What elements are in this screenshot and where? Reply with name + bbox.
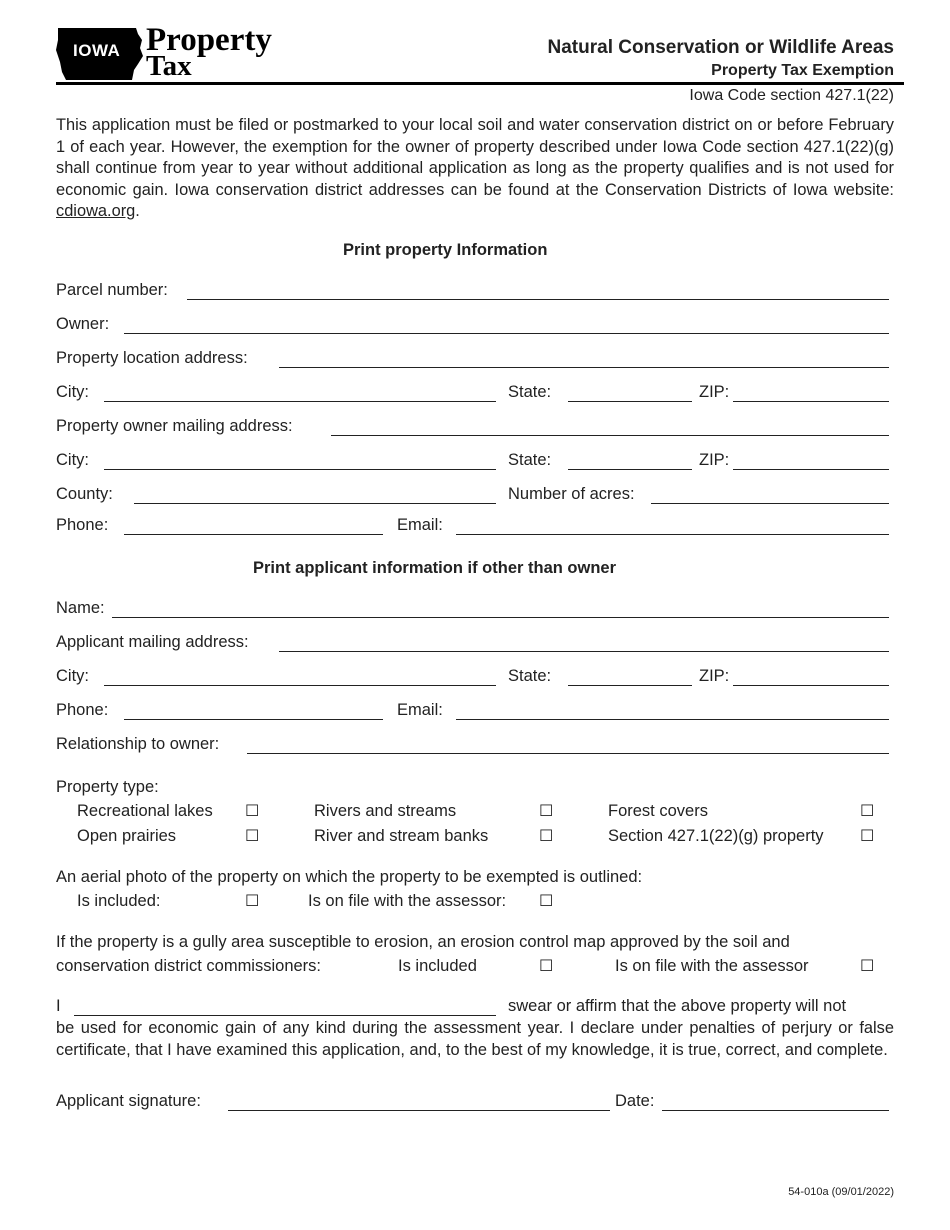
checkbox-river-stream-banks[interactable]: ☐ xyxy=(539,826,554,845)
checkbox-forest-covers[interactable]: ☐ xyxy=(860,801,875,820)
intro-paragraph xyxy=(56,115,894,223)
logo-property-text: Property xyxy=(146,22,272,58)
checkbox-open-prairies[interactable]: ☐ xyxy=(245,826,260,845)
signature-label: Applicant signature: xyxy=(56,1092,201,1110)
applicant-state-label: State: xyxy=(508,667,552,685)
affirmation-name-input-line[interactable] xyxy=(74,1015,496,1016)
form-id: 54-010a (09/01/2022) xyxy=(788,1186,894,1198)
gully-text-line2: conservation district commissioners: xyxy=(56,957,321,975)
header-divider xyxy=(56,82,904,85)
affirmation-text: be used for economic gain of any kind during the assessment year. I declare under penalties of perjury or false certificate, that I have examined this application, and, to the best of my knowledge, it is true, correct, and complete. xyxy=(56,1019,894,1059)
code-reference: Iowa Code section 427.1(22) xyxy=(689,87,894,104)
affirmation-tail: swear or affirm that the above property will not xyxy=(508,997,847,1015)
date-label: Date: xyxy=(615,1092,655,1110)
mailing-city-input-line[interactable] xyxy=(104,469,496,470)
option-open-prairies: Open prairies xyxy=(77,827,177,845)
acres-input-line[interactable] xyxy=(651,503,889,504)
option-river-stream-banks: River and stream banks xyxy=(314,827,489,845)
city-label: City: xyxy=(56,383,89,401)
mailing-zip-label: ZIP: xyxy=(699,451,730,469)
cdiowa-link[interactable]: cdiowa.org xyxy=(56,202,136,220)
property-section-heading: Print property Information xyxy=(343,241,548,259)
signature-input-line[interactable] xyxy=(228,1110,610,1111)
applicant-zip-label: ZIP: xyxy=(699,667,730,685)
checkbox-rivers-streams[interactable]: ☐ xyxy=(539,801,554,820)
applicant-city-label: City: xyxy=(56,667,89,685)
option-rivers-streams: Rivers and streams xyxy=(314,802,457,820)
applicant-email-input-line[interactable] xyxy=(456,719,889,720)
applicant-name-input-line[interactable] xyxy=(112,617,889,618)
parcel-label: Parcel number: xyxy=(56,281,168,299)
gully-included-label: Is included xyxy=(398,957,477,975)
aerial-photo-text: An aerial photo of the property on which the property to be exempted is outlined: xyxy=(56,868,643,886)
gully-on-file-label: Is on file with the assessor xyxy=(615,957,809,975)
applicant-state-input-line[interactable] xyxy=(568,685,692,686)
parcel-input-line[interactable] xyxy=(187,299,889,300)
applicant-section-heading: Print applicant information if other than owner xyxy=(253,559,617,577)
option-section-427-g: Section 427.1(22)(g) property xyxy=(608,827,824,845)
checkbox-aerial-included[interactable]: ☐ xyxy=(245,891,260,910)
location-label: Property location address: xyxy=(56,349,248,367)
gully-text-line1: If the property is a gully area susceptible to erosion, an erosion control map approved by the soil and xyxy=(56,933,790,951)
applicant-mailing-label: Applicant mailing address: xyxy=(56,633,249,651)
state-input-line[interactable] xyxy=(568,401,692,402)
county-label: County: xyxy=(56,485,113,503)
option-recreational-lakes: Recreational lakes xyxy=(77,802,213,820)
zip-input-line[interactable] xyxy=(733,401,889,402)
intro-text: This application must be filed or postmarked to your local soil and water conservation district on or before February 1 of each year. However, the exemption for the owner of property described under Iowa Code section 427.1(22)(g) shall continue from year to year without additional application as long as the property qualifies and is not used for economic gain. Iowa conservation district addresses can be found at the Conservation Districts of Iowa website: xyxy=(56,116,894,199)
applicant-mailing-input-line[interactable] xyxy=(279,651,889,652)
intro-end: . xyxy=(135,202,140,220)
mailing-state-label: State: xyxy=(508,451,552,469)
email-label: Email: xyxy=(397,516,443,534)
mailing-state-input-line[interactable] xyxy=(568,469,692,470)
owner-input-line[interactable] xyxy=(124,333,889,334)
owner-label: Owner: xyxy=(56,315,110,333)
logo-tax-text: Tax xyxy=(146,50,192,82)
phone-input-line[interactable] xyxy=(124,534,383,535)
logo-state-text: IOWA xyxy=(73,41,121,60)
state-label: State: xyxy=(508,383,552,401)
relationship-input-line[interactable] xyxy=(247,753,889,754)
city-input-line[interactable] xyxy=(104,401,496,402)
applicant-phone-input-line[interactable] xyxy=(124,719,383,720)
form-subtitle: Property Tax Exemption xyxy=(711,62,894,79)
county-input-line[interactable] xyxy=(134,503,496,504)
option-forest-covers: Forest covers xyxy=(608,802,708,820)
acres-label: Number of acres: xyxy=(508,485,635,503)
mailing-label: Property owner mailing address: xyxy=(56,417,293,435)
relationship-label: Relationship to owner: xyxy=(56,735,220,753)
affirmation-lead: I xyxy=(56,997,61,1015)
checkbox-gully-on-file[interactable]: ☐ xyxy=(860,956,875,975)
applicant-name-label: Name: xyxy=(56,599,105,617)
checkbox-gully-included[interactable]: ☐ xyxy=(539,956,554,975)
aerial-included-label: Is included: xyxy=(77,892,161,910)
date-input-line[interactable] xyxy=(662,1110,889,1111)
zip-label: ZIP: xyxy=(699,383,730,401)
phone-label: Phone: xyxy=(56,516,109,534)
mailing-input-line[interactable] xyxy=(331,435,889,436)
applicant-email-label: Email: xyxy=(397,701,443,719)
aerial-on-file-label: Is on file with the assessor: xyxy=(308,892,507,910)
applicant-zip-input-line[interactable] xyxy=(733,685,889,686)
applicant-phone-label: Phone: xyxy=(56,701,109,719)
form-title: Natural Conservation or Wildlife Areas xyxy=(547,37,894,58)
checkbox-recreational-lakes[interactable]: ☐ xyxy=(245,801,260,820)
applicant-city-input-line[interactable] xyxy=(104,685,496,686)
location-input-line[interactable] xyxy=(279,367,889,368)
checkbox-section-427-g[interactable]: ☐ xyxy=(860,826,875,845)
mailing-zip-input-line[interactable] xyxy=(733,469,889,470)
iowa-property-tax-logo xyxy=(56,24,276,84)
checkbox-aerial-on-file[interactable]: ☐ xyxy=(539,891,554,910)
email-input-line[interactable] xyxy=(456,534,889,535)
mailing-city-label: City: xyxy=(56,451,89,469)
property-type-label: Property type: xyxy=(56,778,159,796)
